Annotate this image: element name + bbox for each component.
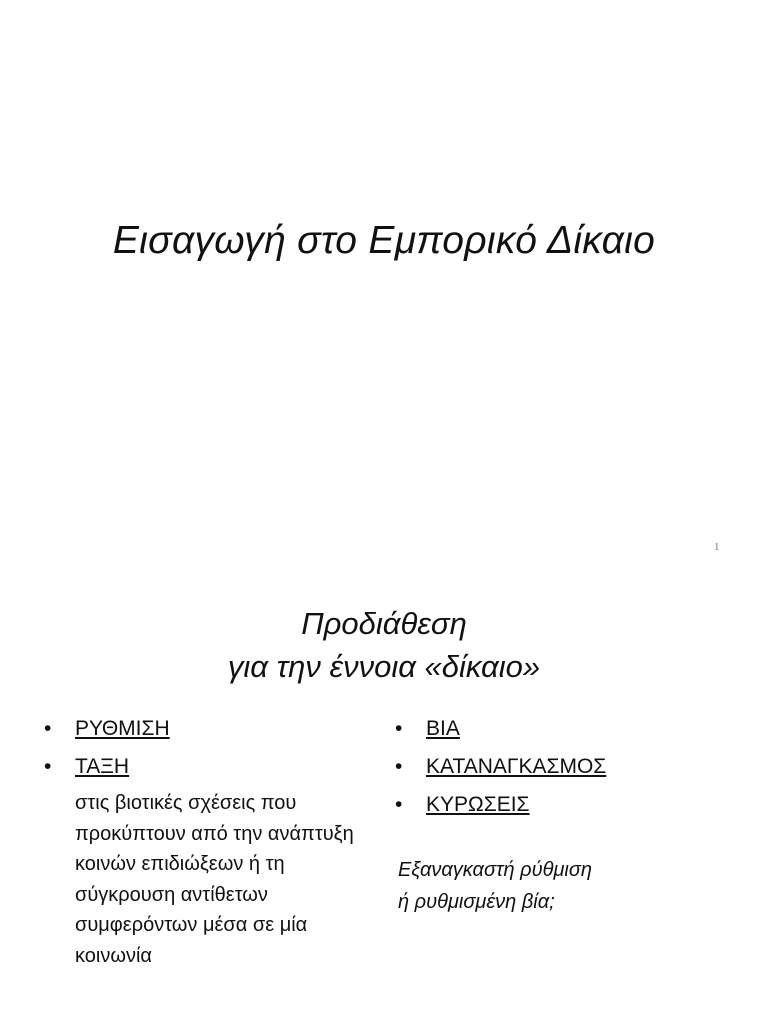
page-number: 1: [714, 541, 720, 553]
bullet-icon: •: [44, 717, 52, 740]
term-coercion: ΚΑΤΑΝΑΓΚΑΣΜΟΣ: [426, 755, 607, 778]
right-bullet-list: [395, 714, 735, 819]
slide-title: Εισαγωγή στο Εμπορικό Δίκαιο: [112, 219, 656, 262]
bullet-icon: •: [395, 717, 403, 740]
closing-question-line-2: ή ρυθμισμένη βία;: [398, 891, 555, 913]
left-column: [44, 714, 374, 971]
list-item: [395, 752, 735, 781]
list-item: [44, 752, 374, 781]
list-item: [395, 714, 735, 743]
right-column: [395, 714, 735, 918]
closing-question: [398, 854, 735, 918]
slide-heading-line-2: για την έννοια «δίκαιο»: [227, 649, 541, 684]
list-item: [395, 790, 735, 819]
bullet-icon: •: [44, 755, 52, 778]
list-item: [44, 714, 374, 743]
order-description: στις βιοτικές σχέσεις που προκύπτουν από την ανάπτυξη κοινών επιδιώξεων ή τη σύγκρουση αντίθετων συμφερόντων μέσα σε μία κοινωνία: [75, 792, 354, 967]
slide-heading: [0, 602, 768, 688]
content-slide: [0, 576, 768, 1024]
left-bullet-list: [44, 714, 374, 781]
term-sanctions: ΚΥΡΩΣΕΙΣ: [426, 793, 530, 816]
term-regulation: ΡΥΘΜΙΣΗ: [75, 717, 170, 740]
bullet-icon: •: [395, 793, 403, 816]
closing-question-line-1: Εξαναγκαστή ρύθμιση: [398, 859, 593, 881]
term-order: ΤΑΞΗ: [75, 755, 130, 778]
term-violence: ΒΙΑ: [426, 717, 460, 740]
bullet-icon: •: [395, 755, 403, 778]
slide-heading-line-1: Προδιάθεση: [301, 606, 467, 641]
